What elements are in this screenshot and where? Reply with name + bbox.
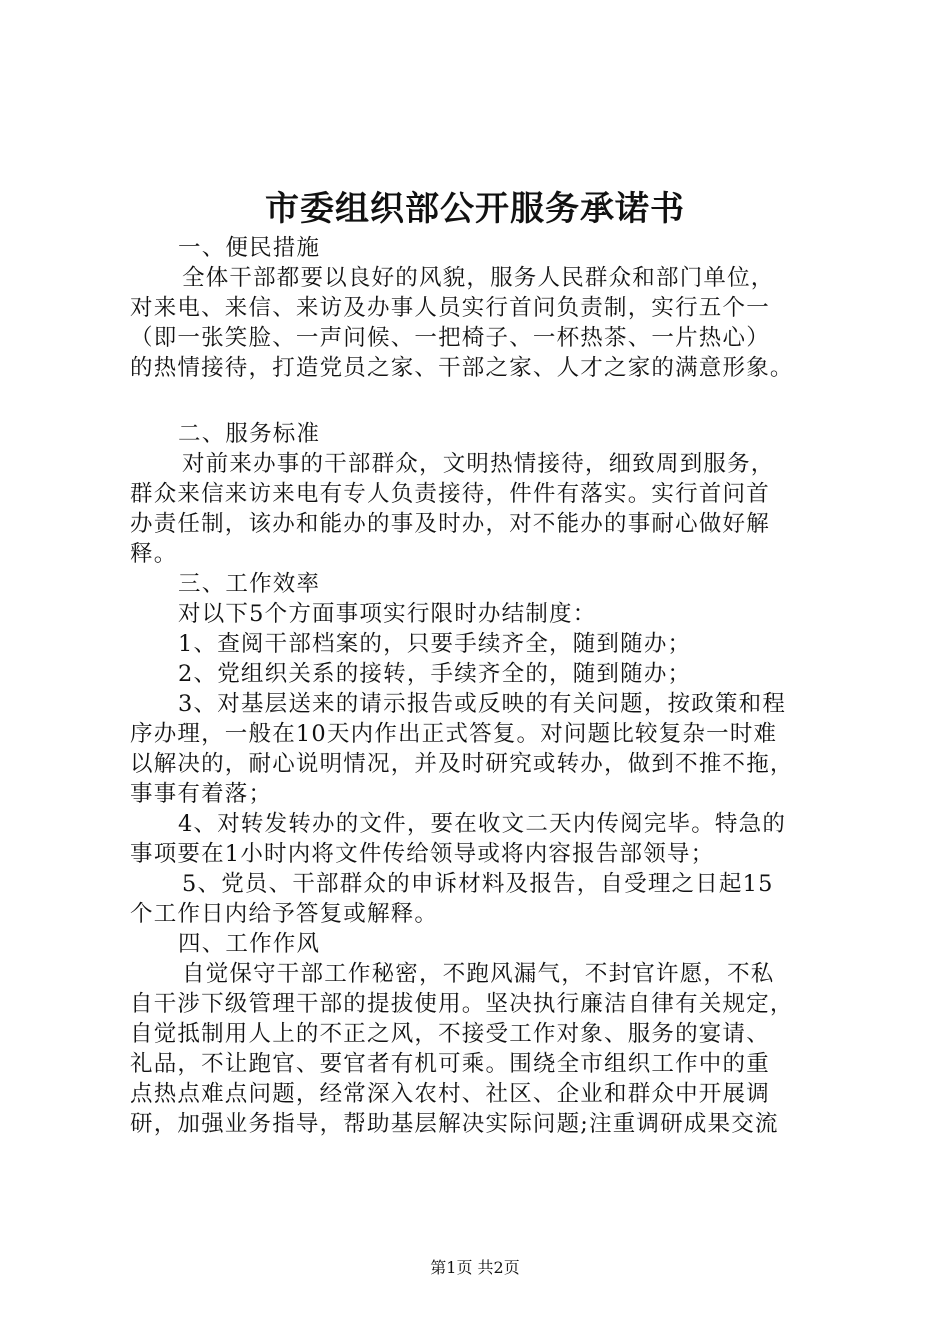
paragraph-line: （即一张笑脸、一声问候、一把椅子、一杯热茶、一片热心） [130, 325, 770, 351]
paragraph-line: 释。 [130, 541, 178, 567]
paragraph-line: 自觉保守干部工作秘密，不跑风漏气，不封官许愿，不私 [182, 961, 775, 987]
paragraph-line: 个工作日内给予答复或解释。 [130, 901, 439, 927]
paragraph-line: 事项要在1小时内将文件传给领导或将内容报告部领导； [130, 841, 715, 867]
paragraph-line: 序办理，一般在10天内作出正式答复。对问题比较复杂一时难 [130, 721, 778, 747]
paragraph-line: 办责任制，该办和能办的事及时办，对不能办的事耐心做好解 [130, 511, 770, 537]
paragraph-line: 事事有着落； [130, 781, 273, 807]
list-item: 1、查阅干部档案的，只要手续齐全，随到随办； [178, 631, 692, 657]
list-item: 3、对基层送来的请示报告或反映的有关问题，按政策和程 [178, 691, 787, 717]
paragraph-line: 点热点难点问题，经常深入农村、社区、企业和群众中开展调 [130, 1081, 770, 1107]
paragraph-line: 对以下5个方面事项实行限时办结制度： [178, 601, 597, 627]
page-footer: 第1页 共2页 [430, 1258, 520, 1277]
paragraph-line: 对前来办事的干部群众，文明热情接待，细致周到服务， [182, 451, 775, 477]
list-item: 5、党员、干部群众的申诉材料及报告，自受理之日起15 [182, 871, 774, 897]
section-heading-efficiency: 三、工作效率 [178, 571, 321, 597]
paragraph-gap [130, 383, 845, 419]
list-item: 2、党组织关系的接转，手续齐全的，随到随办； [178, 661, 692, 687]
paragraph-line: 自干涉下级管理干部的提拔使用。坚决执行廉洁自律有关规定， [130, 991, 794, 1017]
list-item: 4、对转发转办的文件，要在收文二天内传阅完毕。特急的 [178, 811, 787, 837]
section-heading-service-standard: 二、服务标准 [178, 421, 321, 447]
paragraph-line: 以解决的，耐心说明情况，并及时研究或转办，做到不推不拖， [130, 751, 794, 777]
paragraph-line: 研，加强业务指导，帮助基层解决实际问题;注重调研成果交流 [130, 1111, 779, 1137]
paragraph-line: 群众来信来访来电有专人负责接待，件件有落实。实行首问首 [130, 481, 770, 507]
paragraph-line: 全体干部都要以良好的风貌，服务人民群众和部门单位， [182, 265, 775, 291]
paragraph-line: 自觉抵制用人上的不正之风，不接受工作对象、服务的宴请、 [130, 1021, 770, 1047]
section-heading-convenience: 一、便民措施 [178, 235, 321, 261]
paragraph-line: 的热情接待，打造党员之家、干部之家、人才之家的满意形象。 [130, 355, 794, 381]
section-heading-work-style: 四、工作作风 [178, 931, 321, 957]
document-title: 市委组织部公开服务承诺书 [265, 189, 685, 229]
document-body [130, 233, 845, 1139]
paragraph-line: 礼品，不让跑官、要官者有机可乘。围绕全市组织工作中的重 [130, 1051, 770, 1077]
paragraph-line: 对来电、来信、来访及办事人员实行首问负责制，实行五个一 [130, 295, 770, 321]
